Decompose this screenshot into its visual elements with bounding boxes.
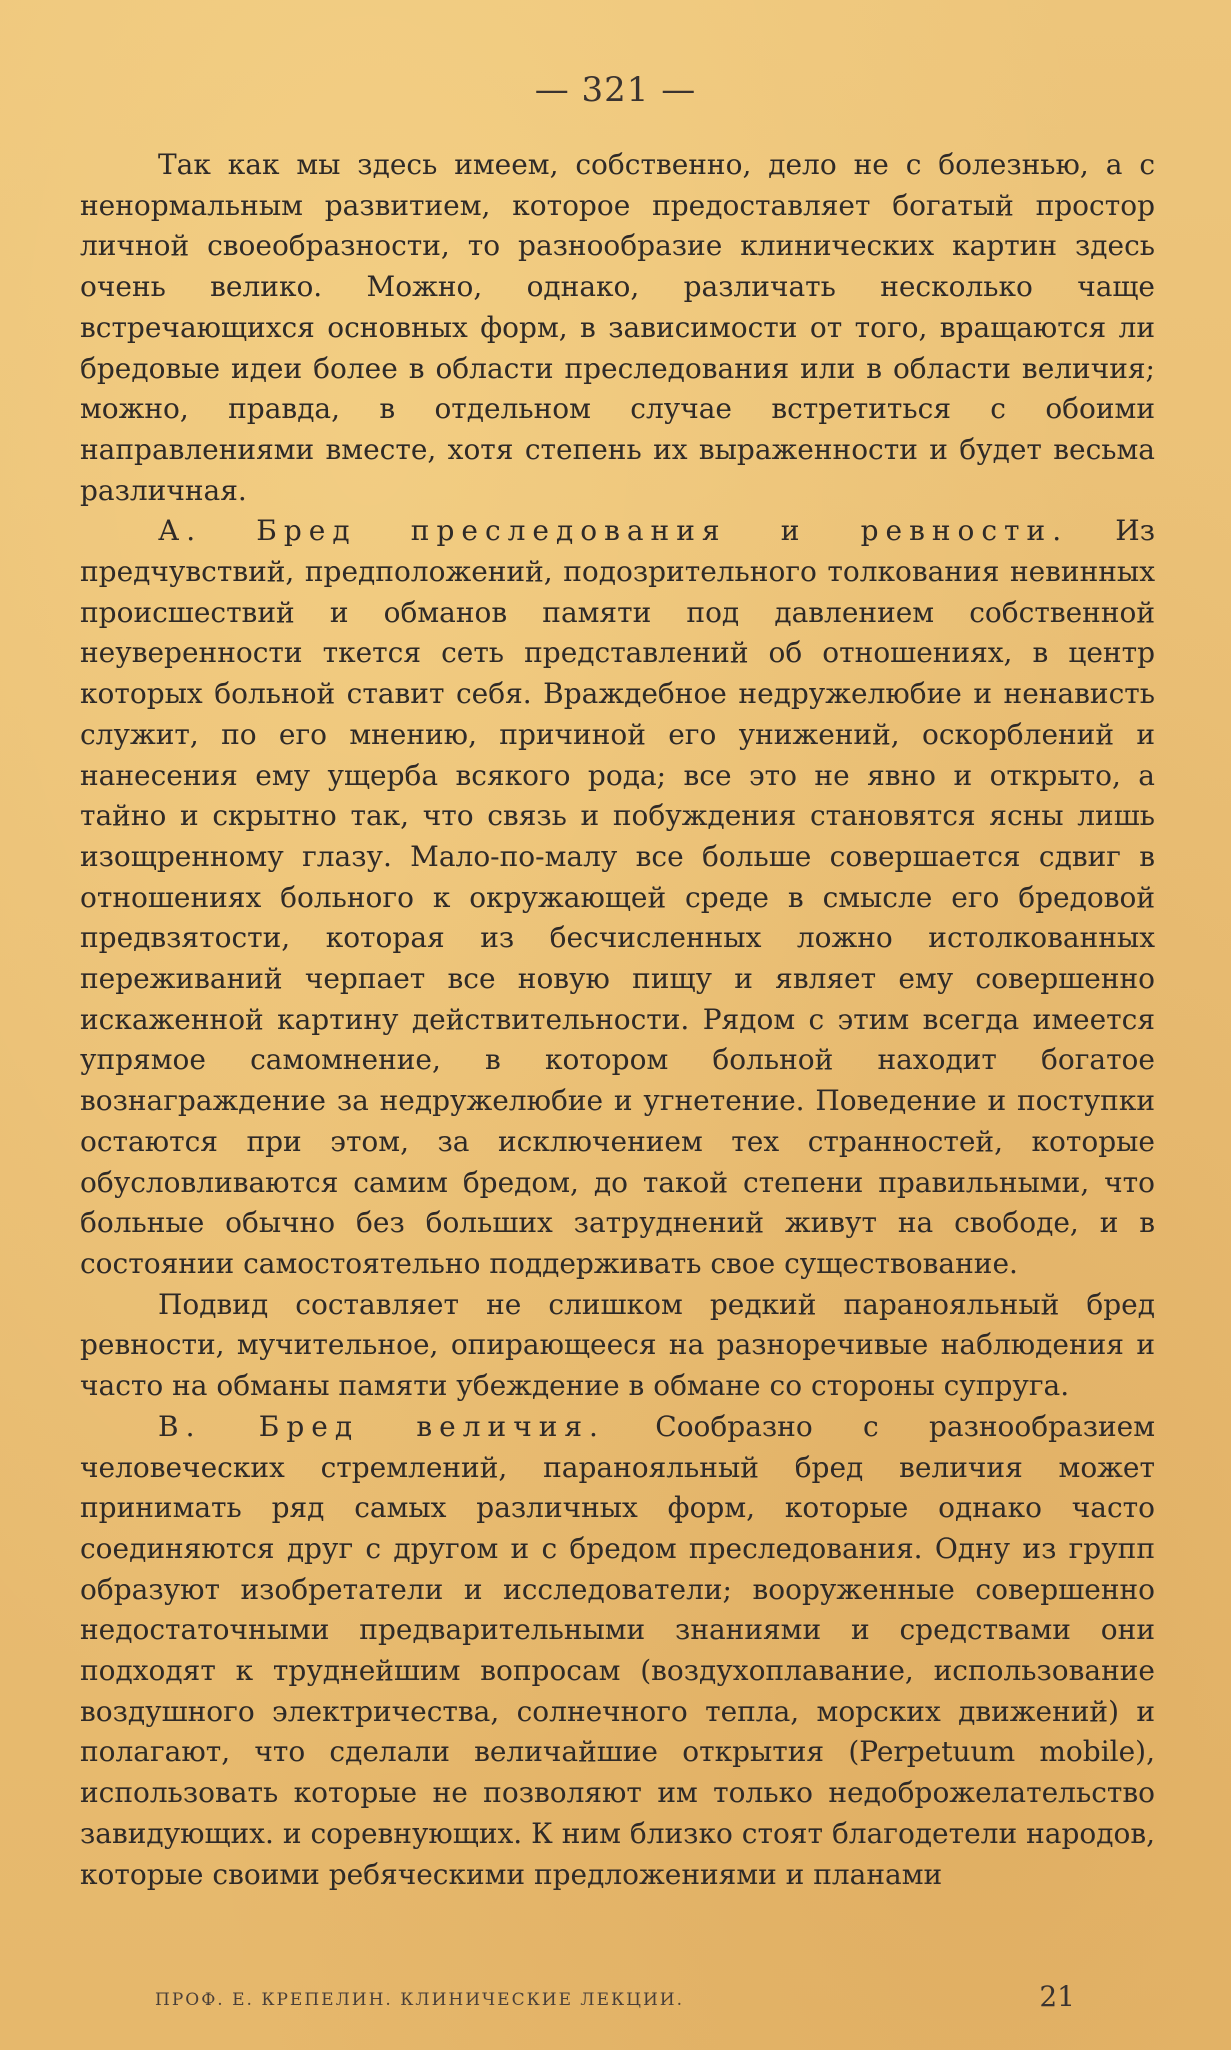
section-heading-grandeur: В. Бред величия. <box>158 1409 605 1443</box>
paragraph-text: Так как мы здесь имеем, собственно, дело не с болезнью, а с ненормальным развитием, которое предоставляет богатый простор личной своеобразности, то разнообразие клинических картин здесь очень велико. Можно, однако, различать несколько чаще встречающихся основных форм, в зависимости от того, вращаются ли бредовые идеи более в области преследования или в области величия; можно, правда, в отдельном случае встретиться с обоими направлениями вместе, хотя степень их выраженности и будет весьма различная. <box>80 148 1155 507</box>
paragraph-persecution <box>80 511 1155 1284</box>
paragraph-grandeur <box>80 1407 1155 1895</box>
section-heading-persecution: А. Бред преследования и ревности. <box>158 514 1069 548</box>
paragraph-text: Сообразно с разнообразием человеческих стремлений, паранояльный бред величия может принимать ряд самых различных форм, которые однако часто соединяются друг с другом и с бредом преследования. Одну из групп образуют изобретатели и исследователи; вооруженные совершенно недостаточными предварительными знаниями и средствами они подходят к труднейшим вопросам (воздухоплавание, использование воздушного электричества, солнечного тепла, морских движений) и полагают, что сделали величайшие открытия (Perpetuum mobile), использовать которые не позволяют им только недоброжелательство завидующих. и соревнующих. К ним близко стоят благодетели народов, которые своими ребяческими предложениями и планами <box>80 1409 1156 1891</box>
paragraph-jealousy <box>80 1285 1155 1407</box>
page-number: — 321 — <box>534 70 697 110</box>
signature-mark: 21 <box>1039 1980 1075 2013</box>
body-text <box>80 145 1155 1895</box>
paragraph-text: Из предчувствий, предположений, подозрительного толкования невинных происшествий и обманов памяти под давлением собственной неуверенности ткется сеть представлений об отношениях, в центр которых больной ставит себя. Враждебное недружелюбие и ненависть служит, по его мнению, причиной его унижений, оскорблений и нанесения ему ущерба всякого рода; все это не явно и открыто, а тайно и скрытно так, что связь и побуждения становятся ясны лишь изощренному глазу. Мало-по-малу все больше совершается сдвиг в отношениях больного к окружающей среде в смысле его бредовой предвзятости, которая из бесчисленных ложно истолкованных переживаний черпает все новую пищу и являет ему совершенно искаженной картину действительности. Рядом с этим всегда имеется упрямое самомнение, в котором больной находит богатое вознаграждение за недружелюбие и угнетение. Поведение и поступки остаются при этом, за исключением тех странностей, которые обусловливаются самим бредом, до такой степени правильными, что больные обычно без больших затруднений живут на свободе, и в состоянии самостоятельно поддерживать свое существование. <box>80 514 1155 1280</box>
running-title: ПРОФ. Е. КРЕПЕЛИН. КЛИНИЧЕСКИЕ ЛЕКЦИИ. <box>155 1990 685 2010</box>
paragraph-intro <box>80 145 1155 511</box>
paragraph-text: Подвид составляет не слишком редкий паранояльный бред ревности, мучительное, опирающееся на разноречивые наблюдения и часто на обманы памяти убеждение в обмане со стороны супруга. <box>80 1287 1155 1403</box>
page-footer <box>155 1980 1075 2013</box>
